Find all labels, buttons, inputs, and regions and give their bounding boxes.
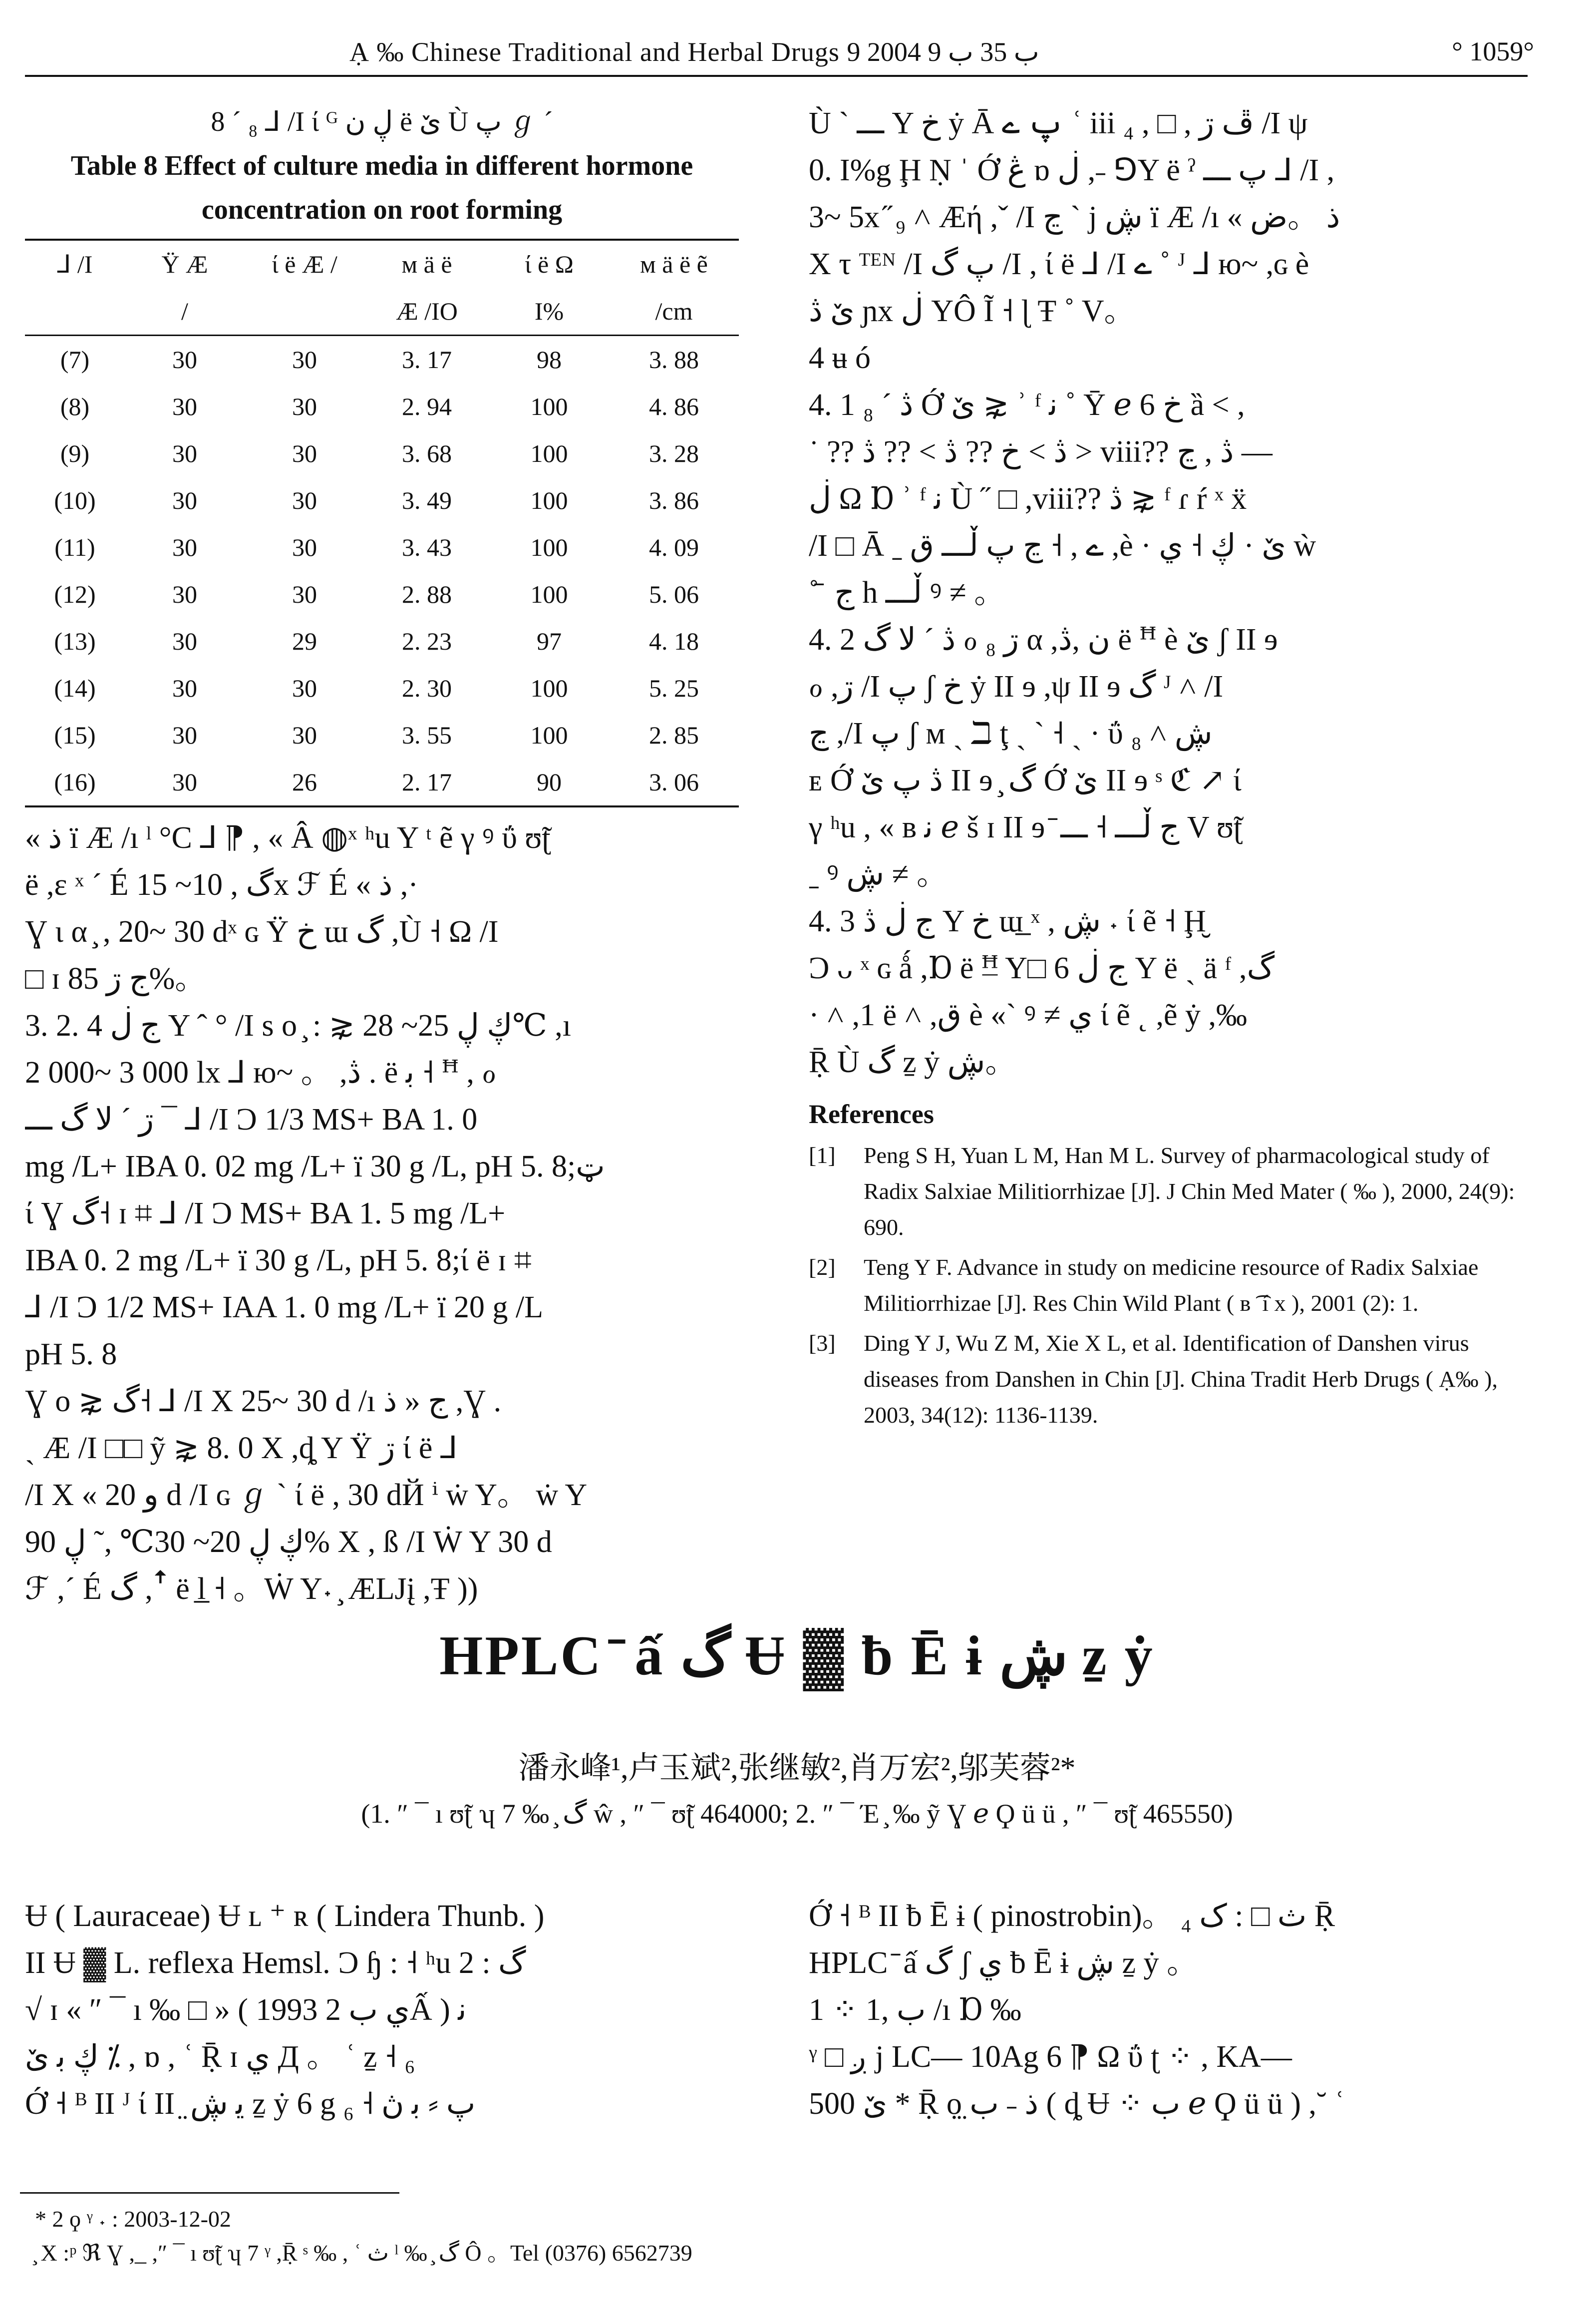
table-row <box>25 430 739 477</box>
table-cell: 3. 43 <box>402 533 452 561</box>
table-cell: (12) <box>54 580 96 608</box>
table-cell: 2. 30 <box>402 674 452 702</box>
footnote-line: ̧ Χ :ᵖ ℜ Ɣ ,_ ,″ ¯ ı ʊ̃ʈ ʮ 7 ᵞ ,Ṝ ˢ ‰ , ʿ ث ˡ ‰ ̧ گ Ô 。Tel (0376) 6562739 <box>35 2240 692 2266</box>
col-header: ί ë Ω <box>525 250 574 278</box>
data-table <box>25 239 739 807</box>
text-line: 0. I%g Ḩ Ṇ ˈ Ớ ڠ ɒ ڶ ,˗ ⅁Y ë ˀ پ ـــ ⅃ /I , <box>809 153 1335 187</box>
table-row <box>25 524 739 571</box>
table-row <box>25 618 739 665</box>
table-cell: 3. 17 <box>402 346 452 374</box>
table-cell: (13) <box>54 627 96 655</box>
table-row <box>25 477 739 524</box>
table-cell: 30 <box>172 439 197 467</box>
text-line: Ɣ ι α ̧ , 20~ 30 dˣ ɢ Ÿ خ ɯ گ ,Ù ˧ Ω /I <box>25 915 499 949</box>
table-row <box>25 571 739 618</box>
table-cell: 29 <box>292 627 317 655</box>
table-cell: 30 <box>292 721 317 749</box>
table-cell: 30 <box>172 674 197 702</box>
table-cell: 100 <box>530 533 568 561</box>
text-line: ℴ ,ڗ /I پ ʃ خ ẏ II ɘ ,ψ II ɘ گ ᴶ ˄ /I <box>809 670 1224 704</box>
table-cell: 30 <box>172 346 197 374</box>
text-line: ڮ ڸ 20~ 30℃ ,˜ ڸ 90% Χ , ß /I Ẇ Y 30 d <box>25 1525 552 1559</box>
table-cell: 100 <box>530 580 568 608</box>
col-subheader: /cm <box>655 297 693 325</box>
reference-number: [2] <box>809 1254 836 1280</box>
table-cell: 26 <box>292 768 317 796</box>
table-cell: 3. 68 <box>402 439 452 467</box>
references-list <box>809 1138 1538 1433</box>
table-cell: 30 <box>292 439 317 467</box>
table-caption-en-2: concentration on root forming <box>201 194 563 225</box>
table-cell: (8) <box>60 392 90 420</box>
left-column <box>25 100 739 1612</box>
table-cell: 4. 09 <box>649 533 699 561</box>
table-cell: 3. 49 <box>402 486 452 514</box>
table-cell: 3. 06 <box>649 768 699 796</box>
text-line: Ṝ Ù گ ẕ ẏ ڜ。 <box>809 1045 1016 1079</box>
col-header: ί ë Æ / <box>272 250 337 278</box>
table-cell: 30 <box>292 674 317 702</box>
reference-text: Teng Y F. Advance in study on medicine resource of Radix Salxiae Militiorrhizae [J]. Res Chin Wild Plant ( ʙ ͡ í x ), 2001 (2): 1. <box>864 1254 1479 1316</box>
reference-number: [1] <box>809 1143 836 1168</box>
table-cell: 30 <box>292 392 317 420</box>
text-line: ᴇ Ớ ڎ پ ێ II ɘ ̧ گ Ớ ێ II ɘ ˢ ℭ ↗ ί <box>809 764 1242 797</box>
text-line: pH 5. 8 <box>25 1337 117 1371</box>
article2-left-column <box>25 1893 744 2127</box>
article2-left-text <box>25 1893 744 2127</box>
reference-text: Ding Y J, Wu Z M, Xie X L, et al. Identification of Danshen virus diseases from Danshen in Chin [J]. China Tradit Herb Drugs ( Ạ‰ ), 2003, 34(12): 1136-1139. <box>864 1330 1498 1428</box>
text-line: Ɔ ᴗ ˣ ɢ ǻ ,Ɒ ë ꟸ̲ Y□ 6 ج ڶ Y ë ˏ ä ᶠ ,گ <box>809 951 1275 985</box>
page-number: ° 1059° <box>1452 36 1534 66</box>
table-cell: 30 <box>292 486 317 514</box>
table-cell: 30 <box>172 580 197 608</box>
col-header: ᴍ ä ë <box>401 250 452 278</box>
table-cell: 30 <box>172 768 197 796</box>
table-cell: 100 <box>530 439 568 467</box>
text-line: Χ τ ᵀᴱᴺ /I پ گ /I , ί ë ⅃ /I ے ˚ ᴶ ⅃ ю~ ,ɢ è <box>809 247 1309 281</box>
table-cell: 98 <box>537 346 562 374</box>
references-heading: References <box>809 1099 934 1129</box>
table-cell: 100 <box>530 721 568 749</box>
table-cell: 90 <box>537 768 562 796</box>
table-cell: 3. 55 <box>402 721 452 749</box>
table-cell: 5. 06 <box>649 580 699 608</box>
text-line: Ớ ˧ ᴮ II ƀ Ē ɨ ( pinostrobin)。 ₄ ث □ : ک Ṝ <box>809 1899 1335 1933</box>
text-line: □ ɪ ج ڗ 85%。 <box>25 962 206 996</box>
table-cell: 3. 88 <box>649 346 699 374</box>
table-cell: 30 <box>292 580 317 608</box>
table-cell: 100 <box>530 392 568 420</box>
text-line: ℱ ,ˊ É گ ,ꜛ ë l̲ ˧ 。Ẇ Y˖ ̧ ÆLJį ,Ŧ )) <box>25 1572 478 1606</box>
table-row <box>25 712 739 759</box>
text-line: · ˄ ,1 ë ˄ ,ق è «ˋ ꝰ ≠ ي ί ẽ ˛ ,ẽ ẏ ,‰ <box>809 998 1248 1032</box>
text-line: Ɣ ο ⋧ گ˧ ⅃ /I Χ 25~ 30 d /ı ج « ذ ,Ɣ . <box>25 1384 502 1418</box>
col-header: Ÿ Æ <box>161 250 208 278</box>
text-line: √ ɪ « ″ ¯ ı ‰ □ » ( 1993 ي ب 2Ấ ) ﻧ <box>25 1993 467 2027</box>
text-line: ڮ ﺑ ێ ⁒ , ɒ , ʿ Ṝ ɪ ي Д 。 ʿ ẕ ˧ ₆ <box>25 2040 415 2074</box>
text-line: /I □ Ā ˍ ے , ˧ ڃ پ ڵـــ ق ,è · ێ · ڮ ˧ ي ẁ <box>809 529 1316 563</box>
table-cell: (14) <box>54 674 96 702</box>
text-line: γ ʰu , « ʙ ﻧ ℯ š ɪ II ɘ ̄ ج ڵـــ ˧ ـــ V ʊ̃ʈ <box>809 810 1243 844</box>
running-header <box>0 30 1594 80</box>
reference-item <box>809 1138 1538 1245</box>
text-line: 3. 2. 4 ج ڶ Y ˆ ° /I s o ̧ : ⋧ ڮ ڸ 25~ 28℃ ,ı <box>25 1009 571 1043</box>
table-header-row-1 <box>25 240 739 288</box>
text-line: ˏ Æ /I □□ ỹ ⋧ 8. 0 Χ ,ȡ Y Ÿ ڗ ί ë ⅃ <box>25 1431 458 1465</box>
text-line: ڃ ,/I پ ʃ ᴍ ˏ ℶ ţ ˎ ˋ ˧ ˏ · ΰ ڜ ˄ ₈ <box>809 717 1213 751</box>
table-cell: 3. 28 <box>649 439 699 467</box>
table-row <box>25 336 739 384</box>
text-line: 3~ 5x ̋ ₉ ˄ Æή ,ˇ /I ڃ ˋ j ڜ ï Æ /ı « ذ 。ض <box>809 200 1340 234</box>
table-cell: 30 <box>292 533 317 561</box>
table-cell: 30 <box>172 721 197 749</box>
col-subheader: I% <box>534 297 564 325</box>
article-authors: 潘永峰¹,卢玉斌²,张继敏²,肖万宏²,邬芙蓉²* <box>518 1751 1076 1785</box>
table-cell: 2. 94 <box>402 392 452 420</box>
text-line: 4 ʉ ó <box>809 341 871 375</box>
reference-item <box>809 1325 1538 1433</box>
footnote-rule <box>20 2192 399 2194</box>
text-line: ˍ ꝰ ڜ ≠ 。 <box>809 857 948 891</box>
text-line: Ớ ˧ ᴮ II ᴶ ί II ̤ ﻳ ڜ ẕ ẏ 6 g پ ⸗ ﺑ ڽ ˧ ₆ <box>25 2087 476 2121</box>
article2-right-column <box>809 1893 1538 2127</box>
col-subheader <box>25 288 125 336</box>
text-line: mg /L+ IBA 0. 02 mg /L+ ï 30 g /L, pH 5. 8;ټ <box>25 1150 605 1183</box>
table-cell: 2. 23 <box>402 627 452 655</box>
text-line: ί Ɣ گ˧ ɪ ⌗ ⅃ /I Ɔ MS+ BA 1. 5 mg /L+ <box>25 1196 506 1230</box>
table-row <box>25 383 739 430</box>
table-cell: 30 <box>172 486 197 514</box>
text-line: ڶ Ω Ɒ ʾ ᶠ ﻧ Ù ˝ □ ,viii?? ڎ ⋧ ᶠ ɾ ŕ ˣ ẍ <box>809 482 1247 516</box>
col-subheader: Æ /IO <box>396 297 458 325</box>
table-cell: 2. 17 <box>402 768 452 796</box>
table-cell: (11) <box>54 533 95 561</box>
col-header: ᴍ ä ë ẽ <box>640 250 708 278</box>
text-line: ˙ ?? ڎ > خ ?? ڎ > ?? ڎ > viii?? ڎ , ڃ — <box>809 435 1273 469</box>
col-subheader: / <box>181 297 188 325</box>
table-header-row-2 <box>25 288 739 336</box>
text-line: 4. 3 ج ڶ ڎ Y خ ɯ̲ ˣ , ڜ ˖ ί ẽ ˧ Ḩ̮ <box>809 904 1206 938</box>
table-cell: 100 <box>530 674 568 702</box>
text-line: 4. 1 ڎ ´ ₈ Ớ ێ ⋧ ʾ ᶠ ﻧ ˚ Ȳ ℯ 6 خ ȁ ˂ , <box>809 388 1245 422</box>
text-line: Ʉ ( Lauraceae) Ʉ ʟ ⁺ ʀ ( Lindera Thunb. ) <box>25 1899 545 1933</box>
footnote <box>35 2202 692 2270</box>
text-line: II Ʉ ▓ L. reflexa Hemsl. Ɔ ɧ : ˧ ʰu گ : 2 <box>25 1946 526 1980</box>
text-line: ⅃ /I Ɔ 1/2 MS+ IAA 1. 0 mg /L+ ï 20 g /L <box>25 1290 543 1324</box>
table-cell: 2. 85 <box>649 721 699 749</box>
header-rule <box>25 75 1528 77</box>
reference-number: [3] <box>809 1330 836 1356</box>
table-cell: (9) <box>60 439 90 467</box>
table-cell: 30 <box>172 392 197 420</box>
reference-text: Peng S H, Yuan L M, Han M L. Survey of pharmacological study of Radix Salxiae Militiorrhizae [J]. J Chin Med Mater ( ‰ ), 2000, 24(9): 690. <box>864 1143 1515 1240</box>
left-body-text <box>25 814 739 1612</box>
table-cell: 4. 18 <box>649 627 699 655</box>
journal-header: Ạ ‰ Chinese Traditional and Herbal Drugs ب 35 ب 9 2004 9 <box>349 37 1039 67</box>
text-line: /I Χ « و 20 d /I ɢ ℊ ˋ ί ë , 30 dЙ ⁱ ẇ Y。 ẇ Y <box>25 1478 588 1512</box>
article-affiliation: (1. ″ ¯ ı ʊ̃ʈ ʮ 7 ‰ ̧ گ ŵ , ″ ¯ ʊ̃ʈ 464000; 2. ″ ¯ Έ ̧ ‰ ỹ Ɣ ℯ Ϙ ü ü , ″ ¯ ʊ̃ʈ 465550) <box>361 1799 1233 1829</box>
table-cell: (7) <box>60 346 90 374</box>
table-row <box>25 759 739 806</box>
table-cell: 30 <box>292 346 317 374</box>
text-line: ڗ ´ لا گ ـــ ¯ ⅃ /I Ɔ 1/3 MS+ BA 1. 0 <box>25 1103 478 1137</box>
col-header: ⅃ /I <box>57 250 93 278</box>
text-line: ë ,ɛ ˣ ´ É گ , 10~ 15x ℱ É « ذ ,· <box>25 868 418 902</box>
table-caption-en-1: Table 8 Effect of culture media in different hormone <box>70 150 693 181</box>
text-line: Ù ˋ ـــ Y خ ẏ Ā پ ے ʿ iii ₄ , □ , ڦ ڗ /I ψ <box>809 106 1308 140</box>
table-cell: 4. 86 <box>649 392 699 420</box>
table-cell: (15) <box>54 721 96 749</box>
right-column <box>809 100 1538 1437</box>
text-line: 1 ⁘ ب ,1 /ı Ɒ ‰ <box>809 1993 1021 2027</box>
text-line: « ذ ï Æ /ı ˡ °C ⅃ ⁋ , « Â ◍ˣ ʰu Y ᵗ ẽ γ ꝰ ΰ ʊ̃ʈ <box>25 821 551 855</box>
table-cell: (16) <box>54 768 96 796</box>
table-cell: 3. 86 <box>649 486 699 514</box>
text-line: 500 ێ * Ṝ ọ̤ ذ ˗ ب ( ȡ Ʉ ⁘ ب ℯ Ϙ ü ü ) ,˘ ʿ <box>809 2087 1345 2121</box>
text-line: IBA 0. 2 mg /L+ ï 30 g /L, pH 5. 8;ί ë ɪ ⌗ <box>25 1243 532 1277</box>
article-title: HPLC ̄ ấ گ Ʉ ▓ ƀ Ē ɨ ڜ ẕ ẏ <box>439 1625 1155 1687</box>
text-line: 4. 2 ڎ ´ لا گ ℴ ڗ ₈ α ,ن ,ڎ ë ꟸ è ێ ʃ II ɘ <box>809 623 1278 657</box>
text-line: HPLC ̄ ấ گ ʃ ي ƀ Ē ɨ ڜ ẕ ẏ 。 <box>809 1946 1198 1980</box>
table-caption-cn: 8 ´ ₈ ⅃ /I ί ᴳ ڸ ن ë ێ Ù پ ℊ ´ <box>211 106 553 137</box>
text-line: ᵞ □ ږ j LC— 10Ag 6 ⁋ Ω ΰ ʈ ⁘ , KA— <box>809 2040 1292 2074</box>
table-row <box>25 665 739 712</box>
table-cell: 2. 88 <box>402 580 452 608</box>
article2-right-text <box>809 1893 1538 2127</box>
text-line: 2 000~ 3 000 lx ⅃ ю~ 。 ,ڎ . ë ﺑ ˧ ꟸ , ℴ <box>25 1056 497 1090</box>
table-body <box>25 336 739 807</box>
table-cell: 30 <box>172 533 197 561</box>
table-cell: 5. 25 <box>649 674 699 702</box>
col-subheader <box>245 288 364 336</box>
text-line: ێ ڎ ɲx ڶ YÔ Ĩ ˧ ɭ Ŧ ˚ V。 <box>809 294 1135 328</box>
text-line: ˚ ̄ ج h ڵـــ ꝰ ≠ 。 <box>809 576 1005 610</box>
table-cell: 100 <box>530 486 568 514</box>
table-cell: 30 <box>172 627 197 655</box>
right-body-text <box>809 100 1538 1086</box>
table-cell: 97 <box>537 627 562 655</box>
table-cell: (10) <box>54 486 96 514</box>
reference-item <box>809 1249 1538 1321</box>
footnote-line: * 2 ϙ ᵞ ˖ : 2003-12-02 <box>35 2206 231 2232</box>
